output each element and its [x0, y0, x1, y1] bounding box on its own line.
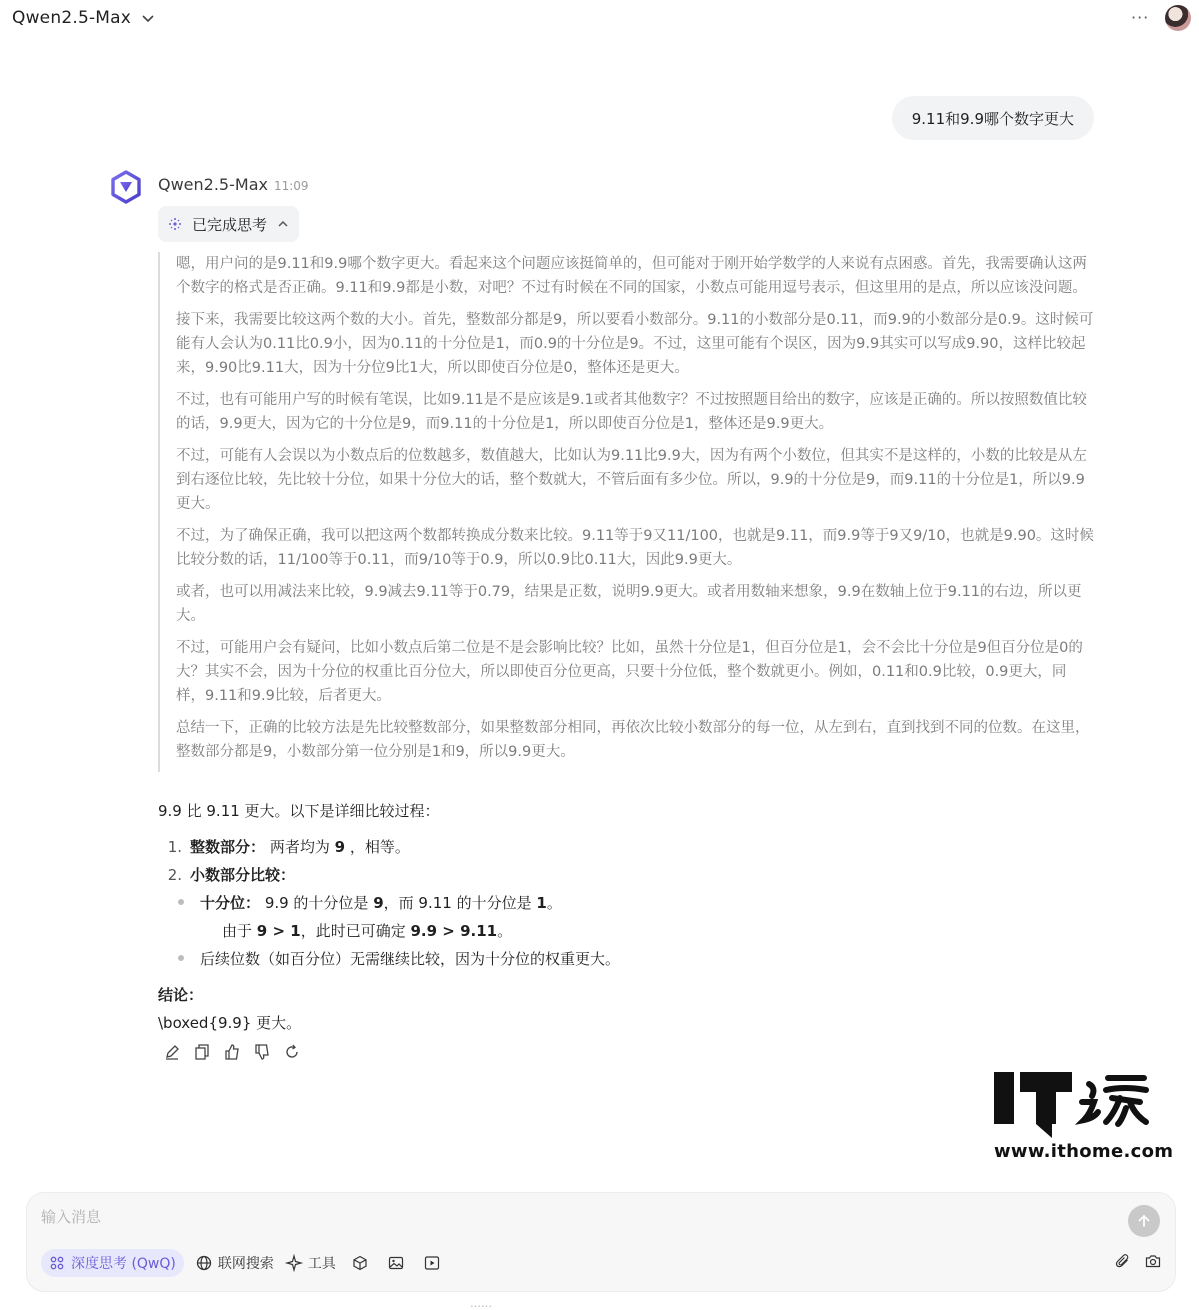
deep-think-toggle[interactable] — [41, 1249, 184, 1277]
value: 9 — [334, 838, 346, 856]
list-number: 1. — [167, 838, 182, 856]
video-generate-button[interactable] — [420, 1249, 444, 1277]
chevron-up-icon — [277, 218, 289, 230]
message-input[interactable] — [41, 1205, 1121, 1229]
thinking-paragraph: 接下来，我需要比较这两个数的大小。首先，整数部分都是9，所以要看小数部分。9.11的小数部分是0.11，而9.9的小数部分是0.9。这时候可能有人会认为0.11比0.9小，因为0.11的十分位是1，而0.9的十分位是9。不过，这里可能有个误区，因为9.9其实可以写成9.90，这样比较起来，9.90比9.11大，因为十分位9比1大，所以即使百分位是0，整体还是更大。 — [176, 312, 1094, 376]
atom-icon — [49, 1255, 65, 1271]
edit-icon[interactable] — [164, 1043, 180, 1061]
conclusion-title: 结论： — [158, 986, 204, 1004]
model-name: Qwen2.5-Max — [12, 8, 132, 28]
copy-icon[interactable] — [194, 1043, 210, 1061]
answer-bullet-1-sub — [222, 920, 512, 941]
user-avatar[interactable] — [1165, 5, 1191, 31]
thinking-paragraph: 嗯，用户问的是9.11和9.9哪个数字更大。看起来这个问题应该挺简单的，但可能对于刚开始学数学的人来说有点困惑。首先，我需要确认这两个数字的格式是否正确。9.11和9.9都是小数，对吧？不过有时候在不同的国家，小数点可能用逗号表示，但这里用的是点，所以应该没问题。 — [176, 256, 1087, 296]
thinking-paragraph: 不过，可能有人会误以为小数点后的位数越多，数值越大，比如认为9.11比9.9大，因为有两个小数位，但其实不是这样的，小数的比较是从左到右逐位比较，先比较十分位，如果十分位大的话，整个数就大，不管后面有多少位。所以，9.9的十分位是9，而9.11的十分位是1，所以9.9更大。 — [176, 448, 1087, 512]
globe-icon — [196, 1255, 212, 1271]
composer-right-tools — [1115, 1253, 1161, 1269]
assistant-header — [158, 175, 309, 194]
deep-think-label: 深度思考 (QwQ) — [71, 1256, 176, 1272]
user-message-bubble: 9.11和9.9哪个数字更大 — [892, 96, 1094, 140]
bullet-dot — [178, 955, 184, 961]
separator: ： — [250, 838, 266, 856]
tools-button[interactable] — [286, 1249, 336, 1277]
thinking-paragraph: 不过，也有可能用户写的时候有笔误，比如9.11是不是应该是9.1或者其他数字？不过按照题目给出的数字，应该是正确的。所以按照数值比较的话，9.9更大，因为它的十分位是9，而9.11的十分位是1，所以即使百分位是1，整体还是9.9更大。 — [176, 392, 1087, 432]
watermark-url: www.ithome.com — [994, 1141, 1174, 1162]
chevron-down-icon — [141, 11, 155, 25]
message-actions — [164, 1043, 300, 1061]
bullet-text: ，而 9.11 的十分位是 — [383, 894, 532, 912]
list-number: 2. — [167, 866, 182, 884]
image-generate-button[interactable] — [384, 1249, 408, 1277]
separator: ： — [280, 866, 296, 884]
step-text: 两者均为 — [269, 838, 330, 856]
thinking-paragraph: 总结一下，正确的比较方法是先比较整数部分，如果整数部分相同，再依次比较小数部分的每一位，从左到右，直到找到不同的位数。在这里，整数部分都是9，小数部分第一位分别是1和9，所以9.9更大。 — [176, 720, 1090, 760]
bullet-text: 9.9 的十分位是 — [264, 894, 369, 912]
thumbs-up-icon[interactable] — [224, 1043, 240, 1061]
step-text: ，相等。 — [349, 838, 410, 856]
cube-icon — [352, 1255, 368, 1271]
bullet-text: 。 — [546, 894, 562, 912]
value: 1 — [536, 894, 547, 912]
thinking-paragraph: 不过，为了确保正确，我可以把这两个数都转换成分数来比较。9.11等于9又11/100，也就是9.11，而9.9等于9又9/10，也就是9.90。这时候比较分数的话，11/100等于0.11，而9/10等于0.9，所以0.9比0.11大，因此9.9更大。 — [176, 528, 1094, 568]
web-search-toggle[interactable] — [196, 1249, 274, 1277]
thumbs-down-icon[interactable] — [254, 1043, 270, 1061]
image-icon — [388, 1255, 404, 1271]
step-title: 整数部分 — [190, 838, 251, 856]
bullet-title: 十分位 — [200, 894, 246, 912]
tools-label: 工具 — [307, 1256, 336, 1272]
camera-icon[interactable] — [1145, 1253, 1161, 1269]
conclusion-label — [158, 984, 203, 1005]
regenerate-icon[interactable] — [284, 1043, 300, 1061]
composer-toolbar — [41, 1249, 444, 1277]
value: 9 > 1 — [256, 922, 301, 940]
bullet-dot — [178, 899, 184, 905]
value: 9.9 > 9.11 — [410, 922, 498, 940]
more-options-button[interactable]: ··· — [1131, 8, 1150, 27]
answer-step-2 — [158, 864, 295, 885]
thinking-content — [158, 252, 1094, 772]
arrow-up-icon — [1137, 1214, 1151, 1228]
bullet-text: 。 — [497, 922, 513, 940]
sparkle-icon — [168, 217, 182, 231]
answer-intro: 9.9 比 9.11 更大。以下是详细比较过程： — [158, 802, 440, 820]
bullet-text: 后续位数（如百分位）无需继续比较，因为十分位的权重更大。 — [200, 950, 621, 968]
thinking-paragraph: 或者，也可以用减法来比较，9.9减去9.11等于0.79，结果是正数，说明9.9更大。或者用数轴来想象，9.9在数轴上位于9.11的右边，所以更大。 — [176, 584, 1082, 624]
artifact-button[interactable] — [348, 1249, 372, 1277]
answer-bullet-1 — [134, 892, 562, 913]
paperclip-icon[interactable] — [1115, 1253, 1131, 1269]
conclusion-text: \boxed{9.9} 更大。 — [158, 1014, 302, 1032]
thinking-paragraph: 不过，可能用户会有疑问，比如小数点后第二位是不是会影响比较？比如，虽然十分位是1，但百分位是1，会不会比十分位是9但百分位是0的大？其实不会，因为十分位的权重比百分位大，所以即使百分位更高，只要十分位低，整个数就更小。例如，0.11和0.9比较，0.9更大，同样，9.11和9.9比较，后者更大。 — [176, 640, 1083, 704]
web-search-label: 联网搜索 — [217, 1256, 274, 1272]
answer-bullet-2 — [134, 948, 620, 969]
video-icon — [424, 1255, 440, 1271]
bullet-text: 由于 — [222, 922, 253, 940]
model-selector[interactable] — [12, 8, 155, 28]
assistant-name: Qwen2.5-Max — [158, 175, 268, 194]
value: 9 — [373, 894, 384, 912]
qwen-logo-icon — [109, 170, 143, 204]
answer-step-1 — [158, 836, 410, 857]
bullet-text: ，此时已可确定 — [300, 922, 406, 940]
message-time: 11:09 — [273, 179, 309, 193]
thinking-toggle-label: 已完成思考 — [192, 215, 268, 234]
step-title: 小数部分比较 — [190, 866, 281, 884]
sparkle-tool-icon — [286, 1255, 302, 1271]
send-button[interactable] — [1128, 1205, 1160, 1237]
thinking-toggle-button[interactable] — [158, 206, 299, 242]
message-composer — [26, 1192, 1176, 1292]
separator: ： — [245, 894, 261, 912]
top-bar — [0, 0, 1199, 40]
footer-disclaimer: …… — [470, 1297, 492, 1310]
